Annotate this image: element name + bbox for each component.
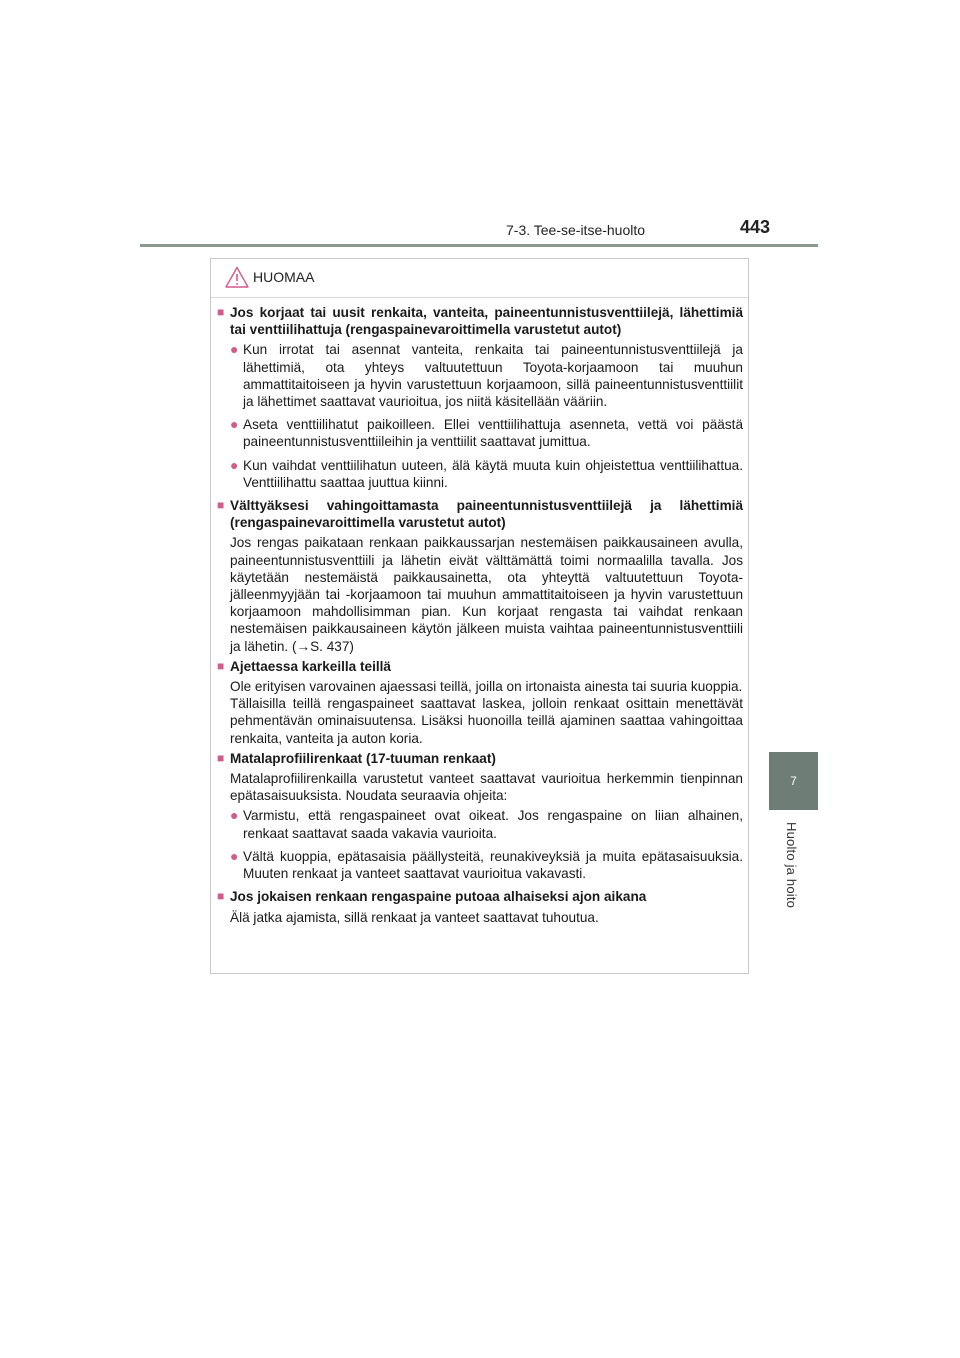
section-tire-repair	[217, 304, 743, 491]
section-low-profile-tires	[217, 750, 743, 882]
notice-title: HUOMAA	[253, 269, 315, 285]
list-item	[217, 341, 743, 410]
header-section-title: 7-3. Tee-se-itse-huolto	[506, 222, 646, 238]
section-title-text: Jos jokaisen renkaan rengaspaine putoaa alhaiseksi ajon aikana	[230, 889, 647, 905]
list-item	[217, 848, 743, 882]
dot-bullet-icon: ●	[230, 341, 239, 358]
dot-bullet-icon: ●	[230, 807, 239, 824]
dot-bullet-icon: ●	[230, 456, 239, 473]
page-number: 443	[740, 217, 771, 237]
list-item	[217, 457, 743, 491]
notice-body	[217, 304, 743, 929]
section-title	[217, 750, 743, 767]
section-paragraph: Tällaisilla teillä rengaspaineet saattavat laskea, jolloin renkaat osittain menettävät pehmentävän ominaisuutensa. Lisäksi huonoilla teillä ajaminen saattaa vahingoittaa renkaita, vanteita ja auton koria.	[230, 696, 743, 746]
bullet-text: Kun vaihdat venttiilihatun uuteen, älä käytä muuta kuin ohjeistettua venttiilihattua. Venttiilihattu saattaa juuttua kiinni.	[243, 457, 743, 490]
section-paragraph: Matalaprofiilirenkailla varustetut vanteet saattavat vaurioitua herkemmin tienpinnan epätasaisuuksista. Noudata seuraavia ohjeita:	[230, 771, 743, 804]
section-paragraph: Ole erityisen varovainen ajaessasi teillä, joilla on irtonaista ainesta tai suuria kuoppia.	[230, 679, 743, 695]
section-title-text: Ajettaessa karkeilla teillä	[230, 658, 391, 674]
list-item	[217, 416, 743, 450]
section-paragraph: Älä jatka ajamista, sillä renkaat ja vanteet saattavat tuhoutua.	[230, 909, 599, 925]
chapter-number: 7	[790, 774, 797, 788]
notice-header	[225, 263, 314, 291]
chapter-title: Huolto ja hoito	[784, 822, 799, 909]
notice-box	[210, 258, 749, 974]
section-title	[217, 497, 743, 531]
section-title-text: Matalaprofiilirenkaat (17-tuuman renkaat)	[230, 750, 496, 766]
square-bullet-icon: ■	[217, 750, 225, 765]
dot-bullet-icon: ●	[230, 847, 239, 864]
square-bullet-icon: ■	[217, 889, 225, 904]
section-title-text: Välttyäksesi vahingoittamasta paineentunnistusventtiilejä ja lähettimiä (rengaspainevaroittimella varustetut autot)	[230, 498, 743, 531]
section-title-text: Jos korjaat tai uusit renkaita, vanteita, paineentunnistusventtiilejä, lähettimiä tai venttiilihattuja (rengaspainevaroittimella varustetut autot)	[230, 305, 743, 338]
section-title	[217, 304, 743, 338]
section-title	[217, 658, 743, 675]
section-title	[217, 888, 743, 905]
chapter-tab	[769, 752, 818, 810]
section-rough-roads	[217, 658, 743, 747]
list-item	[217, 807, 743, 841]
section-sensor-damage	[217, 497, 743, 655]
warning-triangle-icon	[225, 266, 249, 288]
section-paragraph: Jos rengas paikataan renkaan paikkaussarjan nestemäisen paikkausaineen avulla, paineentunnistusventtiili ja lähetin eivät välttämättä toimi normaalilla tavalla. Jos käytetään nestemäistä paikkausainetta, ota yhteyttä valtuutettuun Toyota-jälleenmyyjään tai -korjaamoon tai muuhun ammattitaitoiseen ja hyvin varustettuun korjaamoon mahdollisimman pian. Kun korjaat rengasta tai vaihdat renkaan nestemäisen paikkausaineen käytön jälkeen muista vaihtaa paineentunnistusventtiili ja lähetin. (→S. 437)	[230, 535, 743, 654]
header-rule	[140, 244, 818, 247]
bullet-text: Vältä kuoppia, epätasaisia päällysteitä, reunakiveyksiä ja muita epätasaisuuksia. Muuten renkaat ja vanteet saattavat vaurioitua vakavasti.	[243, 848, 743, 882]
notice-divider	[211, 297, 748, 298]
bullet-text: Aseta venttiilihatut paikoilleen. Ellei venttiilihattuja asenneta, vettä voi päästä paineentunnistusventtiileihin ja venttiilit saattavat jumittua.	[243, 417, 743, 450]
dot-bullet-icon: ●	[230, 416, 239, 433]
square-bullet-icon: ■	[217, 498, 225, 513]
square-bullet-icon: ■	[217, 305, 225, 319]
bullet-text: Kun irrotat tai asennat vanteita, renkaita tai paineentunnistusventtiilejä ja lähettimiä, ota yhteys valtuutettuun Toyota-korjaamoon tai muuhun ammattitaitoiseen ja hyvin varustettuun korjaamoon, sillä paineentunnistusventtiilit ja lähettimet saattavat vaurioitua, jos niitä käsitellään vääriin.	[243, 342, 743, 410]
bullet-text: Varmistu, että rengaspaineet ovat oikeat. Jos rengaspaine on liian alhainen, renkaat saattavat saada vakavia vaurioita.	[243, 808, 743, 841]
square-bullet-icon: ■	[217, 658, 225, 673]
section-pressure-drop	[217, 888, 743, 925]
